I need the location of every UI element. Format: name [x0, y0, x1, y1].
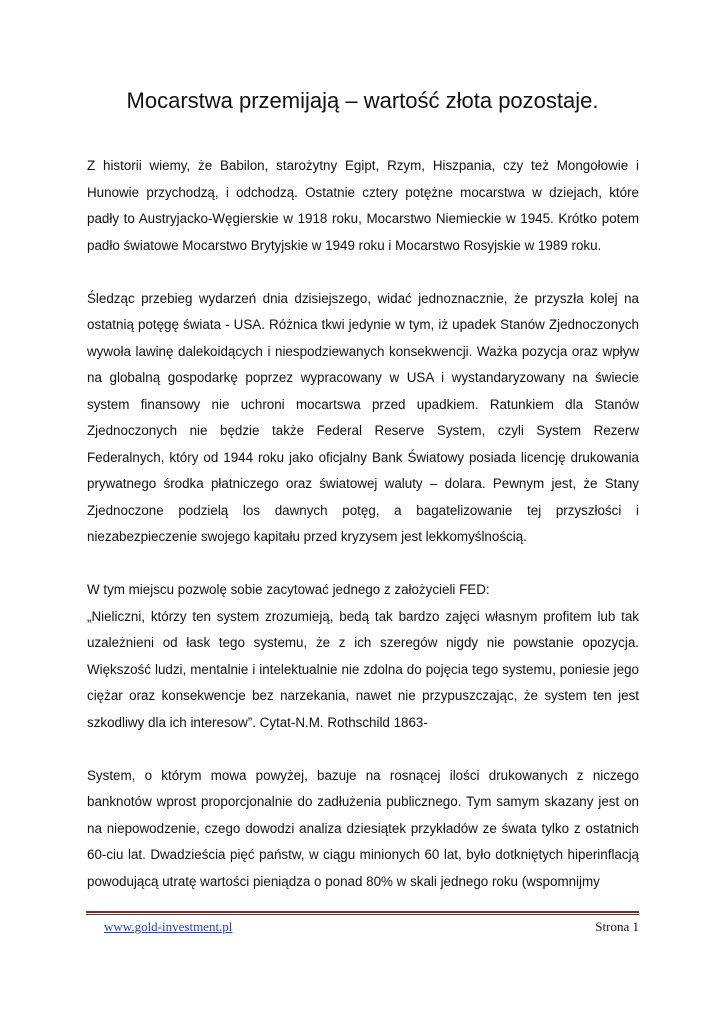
document-title: Mocarstwa przemijają – wartość złota pozostaje. [126, 88, 599, 113]
paragraph-usa: Śledząc przebieg wydarzeń dnia dzisiejszego, widać jednoznacznie, że przyszła kolej na ostatnią potęgę świata - USA. Różnica tkwi jedynie w tym, iż upadek Stanów Zjednoczonych wywoła lawinę dalekoidących i niespodziewanych konsekwencji. Ważka pozycja oraz wpływ na globalną gospodarkę poprzez wypracowany w USA i wystandaryzowany na świecie system finansowy nie uchroni mocartswa przed upadkiem. Ratunkiem dla Stanów Zjednoczonych nie będzie także Federal Reserve System, czyli System Rezerw Federalnych, który od 1944 roku jako oficjalny Bank Światowy posiada licencję drukowania prywatnego środka płatniczego oraz światowej waluty – dolara. Pewnym jest, że Stany Zjednoczone podzielą los dawnych potęg, a bagatelizowanie tej przyszłości i niezabezpieczenie swojego kapitału przed kryzysem jest lekkomyślnością. [87, 290, 639, 544]
paragraph-system: System, o którym mowa powyżej, bazuje na rosnącej ilości drukowanych z niczego banknotów wprost proporcjonalnie do zadłużenia publicznego. Tym samym skazany jest on na niepowodzenie, czego dowodzi analiza dziesiątek przykładów ze śwata tylko z ostatnich 60-ciu lat. Dwadzieścia pięć państw, w ciągu minionych 60 lat, było dotkniętych hiperinflacją powodującą utratę wartości pieniądza o ponad 80% w skali jednego roku (wspomnijmy [87, 767, 639, 889]
paragraph-quote: „Nieliczni, którzy ten system zrozumieją, bedą tak bardzo zajęci własnym profitem lub tak uzależnieni od łask tego systemu, że z ich szeregów nigdy nie powstanie opozycja. Większość ludzi, mentalnie i intelektualnie nie zdolna do pojęcia tego systemu, poniesie jego ciężar oraz konsekwencje bez narzekania, nawet nie przypuszczając, że system ten jest szkodliwy dla ich interesow”. Cytat-N.M. Rothschild 1863- [87, 608, 639, 730]
footer-divider [86, 911, 639, 915]
page-number: Strona 1 [595, 919, 639, 934]
footer-website-link[interactable]: www.gold-investment.pl [104, 919, 233, 934]
paragraph-history: Z historii wiemy, że Babilon, starożytny Egipt, Rzym, Hiszpania, czy też Mongołowie i Hunowie przychodzą, i odchodzą. Ostatnie cztery potężne mocarstwa w dziejach, które padły to Austryjacko-Węgierskie w 1918 roku, Mocarstwo Niemieckie w 1945. Krótko potem padło światowe Mocarstwo Brytyjskie w 1949 roku i Mocarstwo Rosyjskie w 1989 roku. [87, 158, 639, 253]
paragraph-quote-intro: W tym miejscu pozwolę sobie zacytować jednego z założycieli FED: [87, 582, 490, 597]
document-body [87, 153, 639, 895]
